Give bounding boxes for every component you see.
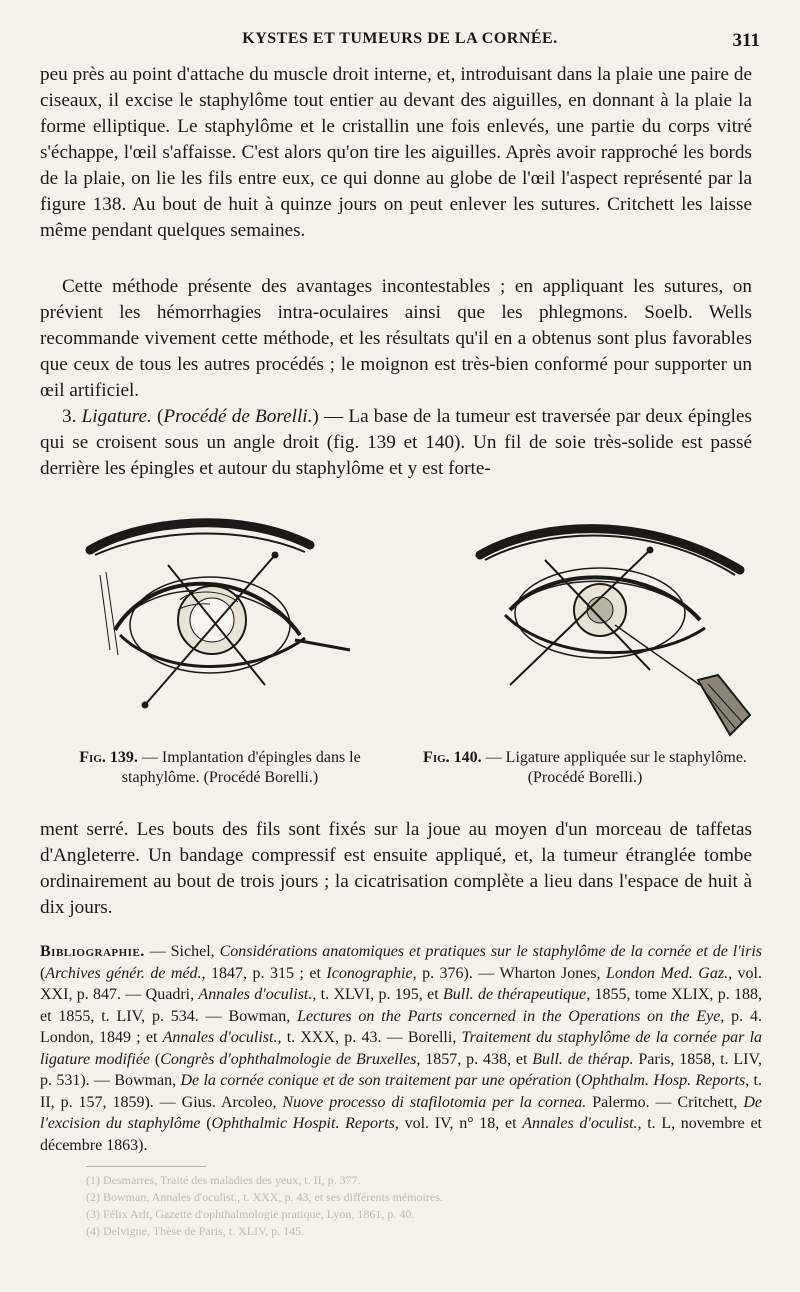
fig-139-caption-text: — Implantation d'épingles dans le staphylôme. (Procédé Borelli.) (121, 749, 361, 786)
bib-text: , p. 4. London, 1849 ; et (40, 1007, 763, 1046)
bib-text: ( (40, 964, 46, 982)
paragraph-3 (40, 404, 752, 482)
page-number: 311 (732, 30, 760, 51)
bib-text: , t. XLVI, p. 195, et (312, 986, 443, 1003)
fig-139-caption (60, 748, 380, 788)
section-number: 3. (62, 406, 77, 427)
bib-text: , vol. IV, n° 18, et (394, 1115, 523, 1132)
footnotes-show-through (86, 1172, 766, 1240)
bib-text: , t. L, novembre et décembre 1863). (40, 1115, 762, 1154)
bib-title: Traitement du staphylôme de la cornée par la ligature modifiée (40, 1029, 763, 1068)
bib-text: Paris, 1858, t. LIV, p. 531). — Bowman, (40, 1050, 762, 1089)
running-title: KYSTES ET TUMEURS DE LA CORNÉE. (242, 30, 558, 47)
fig-140-caption-text: — Ligature appliquée sur le staphylôme. (Procédé Borelli.) (481, 749, 747, 786)
bib-text: — Sichel, (144, 943, 220, 960)
taffeta-patch (698, 675, 750, 735)
footnote: (2) Bowman, Annales d'oculist., t. XXX, p. 43, et ses différents mémoires. (86, 1190, 443, 1204)
bib-title: Archives génér. de méd. (45, 964, 202, 982)
bib-title: Annales d'oculist. (162, 1029, 278, 1046)
eyebrow (480, 529, 740, 570)
pin-1 (510, 550, 650, 685)
paragraph-3-text (40, 404, 752, 482)
bib-text: ( (150, 1050, 161, 1068)
fig-140-label: Fig. 140. (423, 749, 482, 766)
paragraph-4 (40, 817, 752, 921)
bib-text: , p. 376). — Wharton Jones, (412, 964, 607, 982)
figures-block (40, 510, 760, 750)
paragraph-4-text: ment serré. Les bouts des fils sont fixés sur la joue au moyen d'un morceau de taffetas d'Angleterre. Un bandage compressif est ensuite appliqué, et, la tumeur étranglée tombe ordinairement au bout de trois jours ; la cicatrisation complète a lieu dans l'espace de huit à dix jours. (40, 819, 752, 918)
bib-title: Lectures on the Parts concerned in the Operations on the Eye (297, 1007, 721, 1025)
footnote: (4) Delvigne, Thèse de Paris, t. XLIV, p. 145. (86, 1224, 305, 1238)
paragraph-1-text: peu près au point d'attache du muscle droit interne, et, introduisant dans la plaie une paire de ciseaux, il excise le staphylôme tout entier au devant des aiguilles, en donnant à la plaie la forme elliptique. Le staphylôme et le cristallin une fois enlevés, une partie du corps vitré s'échappe, l'œil s'affaisse. C'est alors qu'on tire les aiguilles. Après avoir rapproché les bords de la plaie, on lie les fils entre eux, ce qui donne au globe de l'œil l'aspect représenté par la figure 138. Au bout de huit à quinze jours on peut enlever les sutures. Critchett les laisse même pendant quelques semaines. (40, 64, 752, 241)
footnote: (1) Desmarres, Traité des maladies des yeux, t. II, p. 377. (86, 1173, 361, 1187)
bib-text: ( (571, 1072, 581, 1089)
bib-text: , t. II, p. 157, 1859). — Gius. Arcoleo, (40, 1072, 763, 1111)
footnote-rule (86, 1166, 206, 1167)
bib-title: London Med. Gaz. (606, 964, 729, 982)
paren-open: ( (156, 406, 164, 427)
paragraph-3-body: — La base de la tumeur est traversée par deux épingles qui se croisent sous un angle droit (fig. 139 et 140). Un fil de soie très-solide est passé derrière les épingles et autour du staphylôme et y est forte- (40, 406, 752, 479)
bib-title: Ophthalmic Hospit. Reports (211, 1115, 395, 1132)
eyebrow (90, 523, 310, 550)
fig-140-eye-illustration (450, 510, 760, 740)
fig-139-label: Fig. 139. (79, 749, 138, 766)
bib-title: Congrès d'ophthalmologie de Bruxelles (160, 1050, 417, 1068)
bib-text: ( (200, 1115, 212, 1132)
bib-title: Bull. de thérap. (532, 1050, 634, 1068)
paren-close: ) (312, 406, 319, 427)
running-header (40, 30, 760, 54)
bib-text: , 1855, tome XLIX, p. 188, et 1855, t. LIV, p. 534. — Bowman, (40, 986, 763, 1025)
paragraph-2 (40, 274, 752, 404)
bib-text: , vol. XXI, p. 847. — Quadri, (40, 964, 762, 1003)
bib-text: , 1857, p. 438, et (416, 1050, 533, 1068)
bib-text: , 1847, p. 315 ; et (201, 964, 327, 982)
bib-title: Nuove processo di stafilotomia per la cornea. (282, 1093, 587, 1111)
paragraph-1 (40, 62, 752, 244)
footnote: (3) Félix Arlt, Gazette d'ophthalmologie pratique, Lyon, 1861, p. 40. (86, 1207, 415, 1221)
fig-139-eye-illustration (60, 510, 360, 740)
bibliography (40, 941, 762, 1156)
bib-title: Annales d'oculist. (198, 986, 313, 1003)
section-heading: Ligature. (81, 406, 152, 427)
bib-text: Palermo. — Critchett, (586, 1093, 744, 1111)
bib-title: Ophthalm. Hosp. Reports (580, 1072, 746, 1089)
bib-title: Iconographie (326, 964, 413, 982)
bib-text: , t. XXX, p. 43. — Borelli, (277, 1029, 462, 1046)
paragraph-2-text: Cette méthode présente des avantages incontestables ; en appliquant les sutures, on prévient les hémorrhagies intra-oculaires ainsi que les phlegmons. Soelb. Wells recommande vivement cette méthode, et les résultats qu'il en a obtenus sont plus favorables que ceux de tous les autres procédés ; le moignon est très-bien conformé pour supporter un œil artificiel. (40, 276, 752, 401)
bib-title: De la cornée conique et de son traitement par une opération (180, 1072, 572, 1089)
bibliography-heading: Bibliographie. (40, 943, 145, 960)
procedure-name: Procédé de Borelli. (163, 406, 313, 427)
bib-title: Annales d'oculist. (522, 1115, 638, 1132)
bib-title: Considérations anatomiques et pratiques sur le staphylôme de la cornée et de l'iris (219, 943, 762, 960)
bib-title: De l'excision du staphylôme (40, 1093, 763, 1132)
fig-140-caption (410, 748, 760, 788)
bib-title: Bull. de thérapeutique (442, 986, 587, 1003)
